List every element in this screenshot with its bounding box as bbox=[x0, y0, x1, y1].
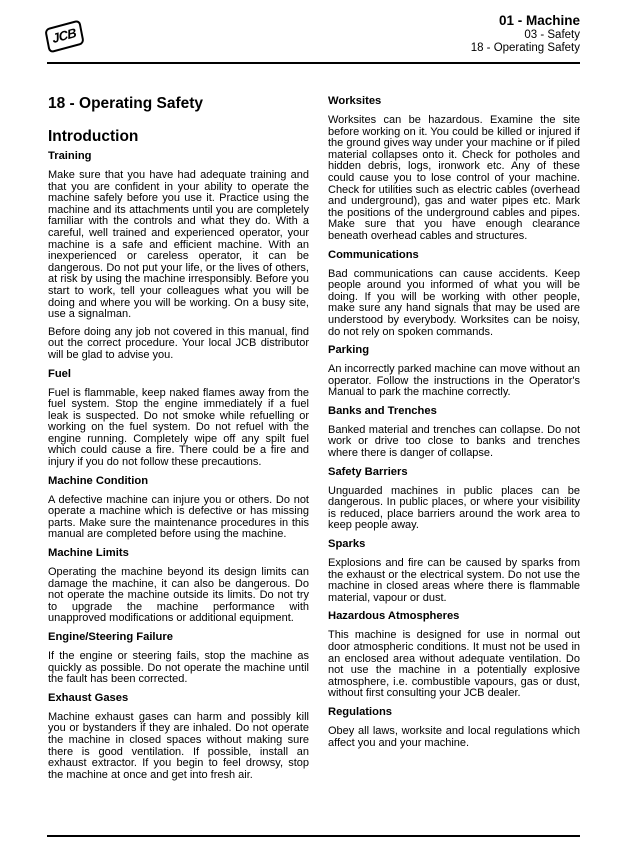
breadcrumb-chapter: 01 - Machine bbox=[498, 13, 580, 28]
section-heading-worksites: Worksites bbox=[328, 95, 382, 107]
section-heading-communications: Communications bbox=[328, 248, 419, 261]
section-paragraph: An incorrectly parked machine can move without an operator. Follow the instructions in the Operator's Manual to park the machine correctly. bbox=[328, 363, 580, 399]
section-paragraph: Make sure that you have had adequate training and that you are confident in your ability to operate the machine safely before you use it. Practice using the machine and its attachments until you are completely familiar with the controls and what they do. With a careful, well trained and experienced operator, your machine is a safe and efficient machine. With an inexperienced or careless operator, it can be dangerous. Do not put your life, or the lives of others, at risk by using the machine irresponsibly. Before you start to work, tell your colleagues what you will be doing and where you will be working. On a busy site, use a signalman. bbox=[48, 169, 309, 321]
left-sections bbox=[48, 150, 309, 781]
breadcrumb-subsection: 18 - Operating Safety bbox=[470, 42, 580, 54]
section-heading-hazardous-atmospheres: Hazardous Atmospheres bbox=[328, 610, 460, 623]
section-heading-parking: Parking bbox=[328, 344, 370, 357]
section-heading-sparks: Sparks bbox=[328, 538, 366, 551]
section-heading-machine-limits: Machine Limits bbox=[48, 547, 129, 560]
section-paragraph: A defective machine can injure you or others. Do not operate a machine which is defective or has missing parts. Make sure the maintenance procedures in this manual are completed before using the machine. bbox=[48, 493, 309, 541]
section-heading-safety-barriers: Safety Barriers bbox=[328, 465, 408, 478]
section-heading-training: Training bbox=[48, 150, 92, 162]
left-column bbox=[48, 63, 309, 787]
breadcrumb-section: 03 - Safety bbox=[524, 29, 580, 41]
section-paragraph: Before doing any job not covered in this manual, find out the correct procedure. Your local JCB distributor will be glad to advise you. bbox=[48, 325, 309, 361]
section-paragraph: Machine exhaust gases can harm and possibly kill you or bystanders if they are inhaled. Do not operate the machine in closed spaces without making sure there is good ventilation. If possible, install an exhaust extractor. If you begin to feel drowsy, stop the machine at once and get into fresh air. bbox=[48, 710, 309, 781]
introduction-heading: Introduction bbox=[48, 128, 139, 145]
section-paragraph: Banked material and trenches can collapse. Do not work or drive too close to banks and trenches where there is danger of collapse. bbox=[328, 423, 580, 460]
breadcrumb bbox=[471, 13, 580, 55]
section-heading-engine-steering-failure: Engine/Steering Failure bbox=[48, 631, 173, 643]
jcb-logo-text: JCB bbox=[50, 24, 78, 47]
section-paragraph: Explosions and fire can be caused by sparks from the exhaust or the electrical system. Do not use the machine in closed areas where there is flammable material, vapour or dust. bbox=[328, 557, 580, 604]
footer-divider bbox=[47, 835, 580, 837]
jcb-logo-badge bbox=[44, 19, 84, 53]
section-paragraph: Operating the machine beyond its design limits can damage the machine, it can also be dangerous. Do not operate the machine outside its limits. Do not try to upgrade the machine performance with unapproved modifications or additional equipment. bbox=[48, 566, 309, 625]
page-body bbox=[48, 63, 580, 787]
section-paragraph: Obey all laws, worksite and local regulations which affect you and your machine. bbox=[328, 724, 580, 749]
section-paragraph: Bad communications can cause accidents. Keep people around you informed of what you will be doing. If you will be working with other people, make sure any hand signals that may be used are understood by everybody. Worksites can be noisy, do not rely on spoken commands. bbox=[328, 267, 580, 338]
section-paragraph: Fuel is flammable, keep naked flames away from the fuel system. Stop the engine immediately if a fuel leak is suspected. Do not smoke while refuelling or working on the fuel system. Do not refuel with the engine running. Completely wipe off any spilt fuel which could cause a fire. There could be a fire and injury if you do not follow these precautions. bbox=[48, 386, 309, 469]
section-heading-machine-condition: Machine Condition bbox=[48, 474, 149, 487]
jcb-logo bbox=[46, 24, 86, 58]
section-paragraph: If the engine or steering fails, stop the machine as quickly as possible. Do not operate the machine until the fault has been corrected. bbox=[48, 650, 309, 686]
section-paragraph: Worksites can be hazardous. Examine the site before working on it. You could be killed or injured if the ground gives way under your machine or if piled material collapses onto it. Check for potholes and hidden debris, logs, ironwork etc. Any of these could cause you to lose control of your machine. Check for utilities such as electric cables (overhead and underground), gas and water pipes etc. Mark the positions of the underground cables and pipes. Make sure that you have enough clearance beneath overhead cables and structures. bbox=[328, 114, 580, 242]
section-heading-regulations: Regulations bbox=[328, 705, 393, 718]
section-heading-exhaust-gases: Exhaust Gases bbox=[48, 691, 129, 704]
right-column bbox=[328, 63, 580, 787]
page-title: 18 - Operating Safety bbox=[48, 95, 204, 112]
section-heading-banks-and-trenches: Banks and Trenches bbox=[328, 404, 437, 417]
section-paragraph: Unguarded machines in public places can be dangerous. In public places, or where your visibility is reduced, place barriers around the work area to keep people away. bbox=[328, 484, 580, 532]
section-paragraph: This machine is designed for use in normal out door atmospheric conditions. It must not be used in an enclosed area without adequate ventilation. Do not use the machine in a potentially explosive atmosphere, i.e. combustible vapours, gas or dust, without first consulting your JCB dealer. bbox=[328, 629, 580, 700]
section-heading-fuel: Fuel bbox=[48, 367, 71, 380]
right-sections bbox=[328, 95, 580, 749]
